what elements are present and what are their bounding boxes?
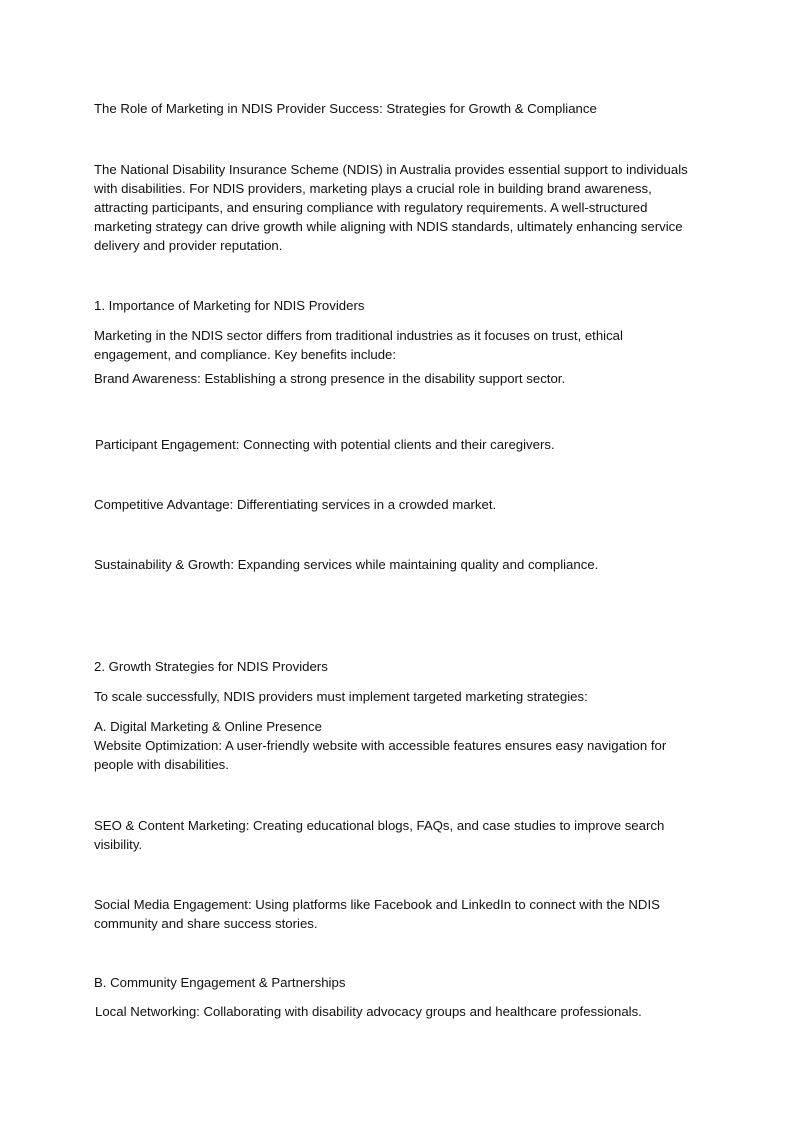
section-1-paragraph: Marketing in the NDIS sector differs from traditional industries as it focuses on trust, ethical engagement, and compliance. Key benefits include: <box>94 328 623 362</box>
strategy-item-local-networking: Local Networking: Collaborating with disability advocacy groups and healthcare professionals. <box>95 1004 642 1019</box>
section-1-heading: 1. Importance of Marketing for NDIS Providers <box>94 298 365 313</box>
subsection-a-heading: A. Digital Marketing & Online Presence <box>94 719 322 734</box>
document-title: The Role of Marketing in NDIS Provider Success: Strategies for Growth & Compliance <box>94 101 597 116</box>
benefit-item-sustainability-growth: Sustainability & Growth: Expanding services while maintaining quality and compliance. <box>94 557 599 572</box>
strategy-item-website-optimization: Website Optimization: A user-friendly website with accessible features ensures easy navigation for people with disabilities. <box>94 738 667 772</box>
benefit-item-participant-engagement: Participant Engagement: Connecting with potential clients and their caregivers. <box>95 437 555 452</box>
benefit-item-brand-awareness: Brand Awareness: Establishing a strong presence in the disability support sector. <box>94 371 566 386</box>
section-2-paragraph: To scale successfully, NDIS providers must implement targeted marketing strategies: <box>94 689 588 704</box>
section-2-heading: 2. Growth Strategies for NDIS Providers <box>94 659 328 674</box>
strategy-item-social-media: Social Media Engagement: Using platforms like Facebook and LinkedIn to connect with the NDIS community and share success stories. <box>94 897 660 931</box>
benefit-item-competitive-advantage: Competitive Advantage: Differentiating services in a crowded market. <box>94 497 497 512</box>
intro-paragraph: The National Disability Insurance Scheme (NDIS) in Australia provides essential support to individuals with disabilities. For NDIS providers, marketing plays a crucial role in building brand awareness, attracting participants, and ensuring compliance with regulatory requirements. A well-structured marketing strategy can drive growth while aligning with NDIS standards, ultimately enhancing service delivery and provider reputation. <box>94 162 688 253</box>
strategy-item-seo-content: SEO & Content Marketing: Creating educational blogs, FAQs, and case studies to improve search visibility. <box>94 818 665 852</box>
subsection-b-heading: B. Community Engagement & Partnerships <box>94 975 346 990</box>
